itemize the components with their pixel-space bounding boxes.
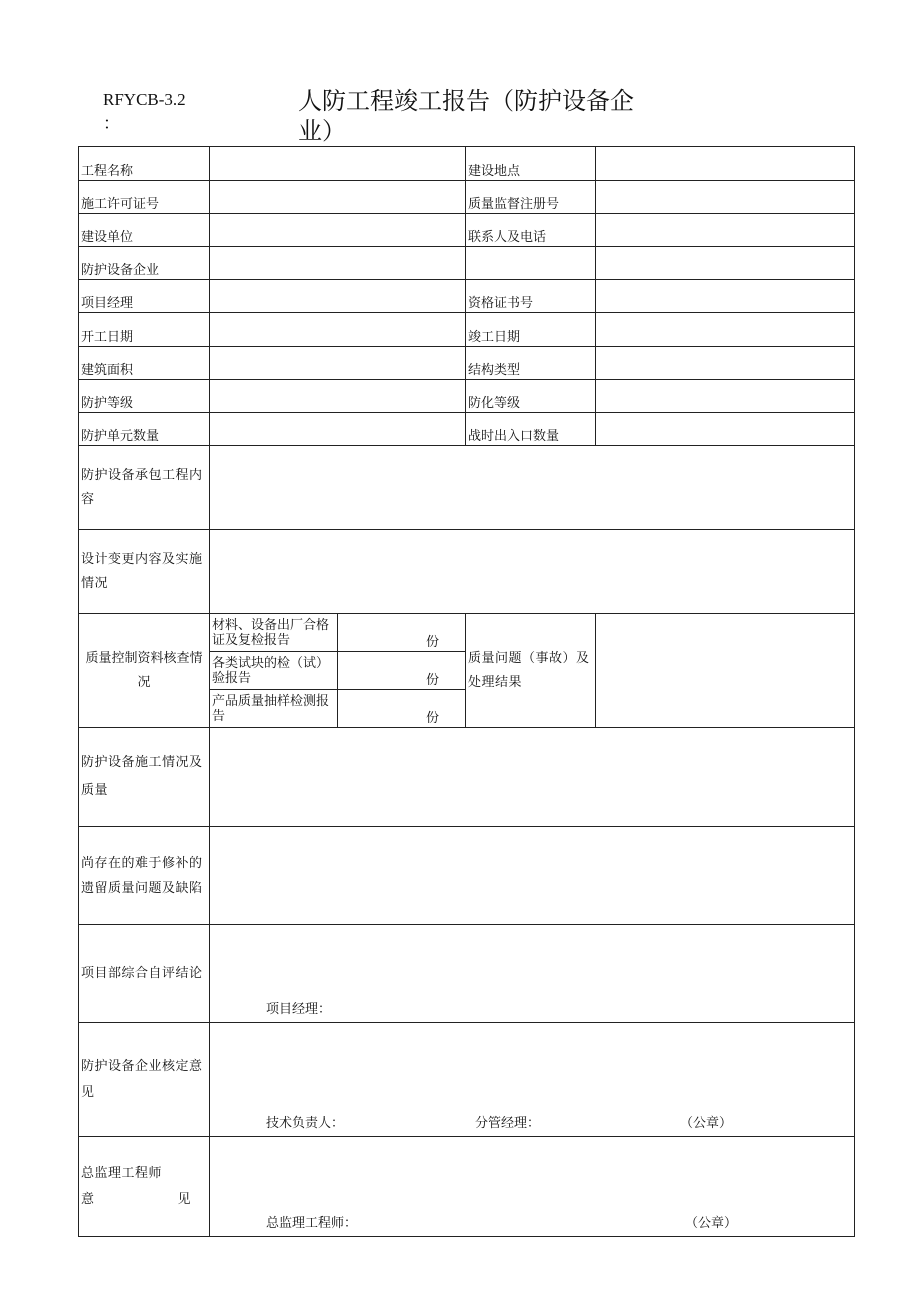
label-chemical-level: 防化等级 [466,380,596,413]
supervisor-seal-label: （公章） [685,1216,738,1231]
label-protection-level: 防护等级 [79,380,210,413]
label-permit-no: 施工许可证号 [79,181,210,214]
field-company-opinion[interactable] [210,1023,855,1137]
label-chief-supervisor-opinion [79,1137,210,1237]
label-build-location: 建设地点 [466,147,596,181]
label-remaining-defects: 尚存在的难于修补的遗留质量问题及缺陷 [79,827,210,925]
self-eval-signature-label: 项目经理： [266,1002,332,1017]
qc-item-certificates: 材料、设备出厂合格证及复检报告 [210,614,338,652]
opinion-word-2: 见 [177,1191,191,1207]
label-project-name: 工程名称 [79,147,210,181]
field-end-date[interactable] [596,313,855,347]
form-code [103,88,186,136]
form-code-line1: RFYCB-3.2 [103,90,186,109]
label-contract-content: 防护设备承包工程内容 [79,446,210,530]
label-construction-quality: 防护设备施工情况及质量 [79,728,210,827]
label-contact: 联系人及电话 [466,214,596,247]
field-contact[interactable] [596,214,855,247]
form-code-line2: ： [103,114,120,133]
label-unit-count: 防护单元数量 [79,413,210,446]
label-project-manager: 项目经理 [79,280,210,313]
field-protection-level[interactable] [210,380,466,413]
field-build-location[interactable] [596,147,855,181]
field-contract-content[interactable] [210,446,855,530]
field-project-name[interactable] [210,147,466,181]
tech-lead-signature-label: 技术负责人： [266,1116,345,1131]
field-remaining-defects[interactable] [210,827,855,925]
field-permit-no[interactable] [210,181,466,214]
label-build-unit: 建设单位 [79,214,210,247]
field-equip-company[interactable] [210,247,466,280]
qc-item-sampling-reports: 产品质量抽样检测报告 [210,690,338,728]
field-self-eval[interactable] [210,925,855,1023]
branch-manager-signature-label: 分管经理： [475,1116,541,1131]
chief-supervisor-signature-label: 总监理工程师： [266,1216,358,1231]
field-project-manager[interactable] [210,280,466,313]
chief-supervisor-title: 总监理工程师 [81,1165,163,1181]
label-quality-issue: 质量问题（事故）及处理结果 [466,614,596,728]
field-quality-issue[interactable] [596,614,855,728]
label-qualification-no: 资格证书号 [466,280,596,313]
field-chief-supervisor-opinion[interactable] [210,1137,855,1237]
field-exit-count[interactable] [596,413,855,446]
label-quality-reg-no: 质量监督注册号 [466,181,596,214]
field-floor-area[interactable] [210,347,466,380]
field-construction-quality[interactable] [210,728,855,827]
label-structure-type: 结构类型 [466,347,596,380]
field-unit-count[interactable] [210,413,466,446]
label-exit-count: 战时出入口数量 [466,413,596,446]
empty-cell [466,247,596,280]
qc-item-sampling-reports-count[interactable]: 份 [338,690,466,728]
label-floor-area: 建筑面积 [79,347,210,380]
company-seal-label: （公章） [680,1116,733,1131]
field-qualification-no[interactable] [596,280,855,313]
label-self-eval: 项目部综合自评结论 [79,925,210,1023]
report-table [78,146,855,1237]
field-design-change[interactable] [210,530,855,614]
field-quality-reg-no[interactable] [596,181,855,214]
field-start-date[interactable] [210,313,466,347]
field-equip-company-extra[interactable] [596,247,855,280]
field-structure-type[interactable] [596,347,855,380]
label-company-opinion: 防护设备企业核定意见 [79,1023,210,1137]
field-chemical-level[interactable] [596,380,855,413]
label-equip-company: 防护设备企业 [79,247,210,280]
opinion-word-1: 意 [81,1191,95,1207]
label-design-change: 设计变更内容及实施情况 [79,530,210,614]
label-qc-check: 质量控制资料核查情况 [79,614,210,728]
qc-item-test-reports-count[interactable]: 份 [338,652,466,690]
label-start-date: 开工日期 [79,313,210,347]
qc-item-certificates-count[interactable]: 份 [338,614,466,652]
opinion-label [81,1187,207,1213]
label-end-date: 竣工日期 [466,313,596,347]
field-build-unit[interactable] [210,214,466,247]
qc-item-test-reports: 各类试块的检（试）验报告 [210,652,338,690]
page-title: 人防工程竣工报告（防护设备企业） [298,87,634,145]
